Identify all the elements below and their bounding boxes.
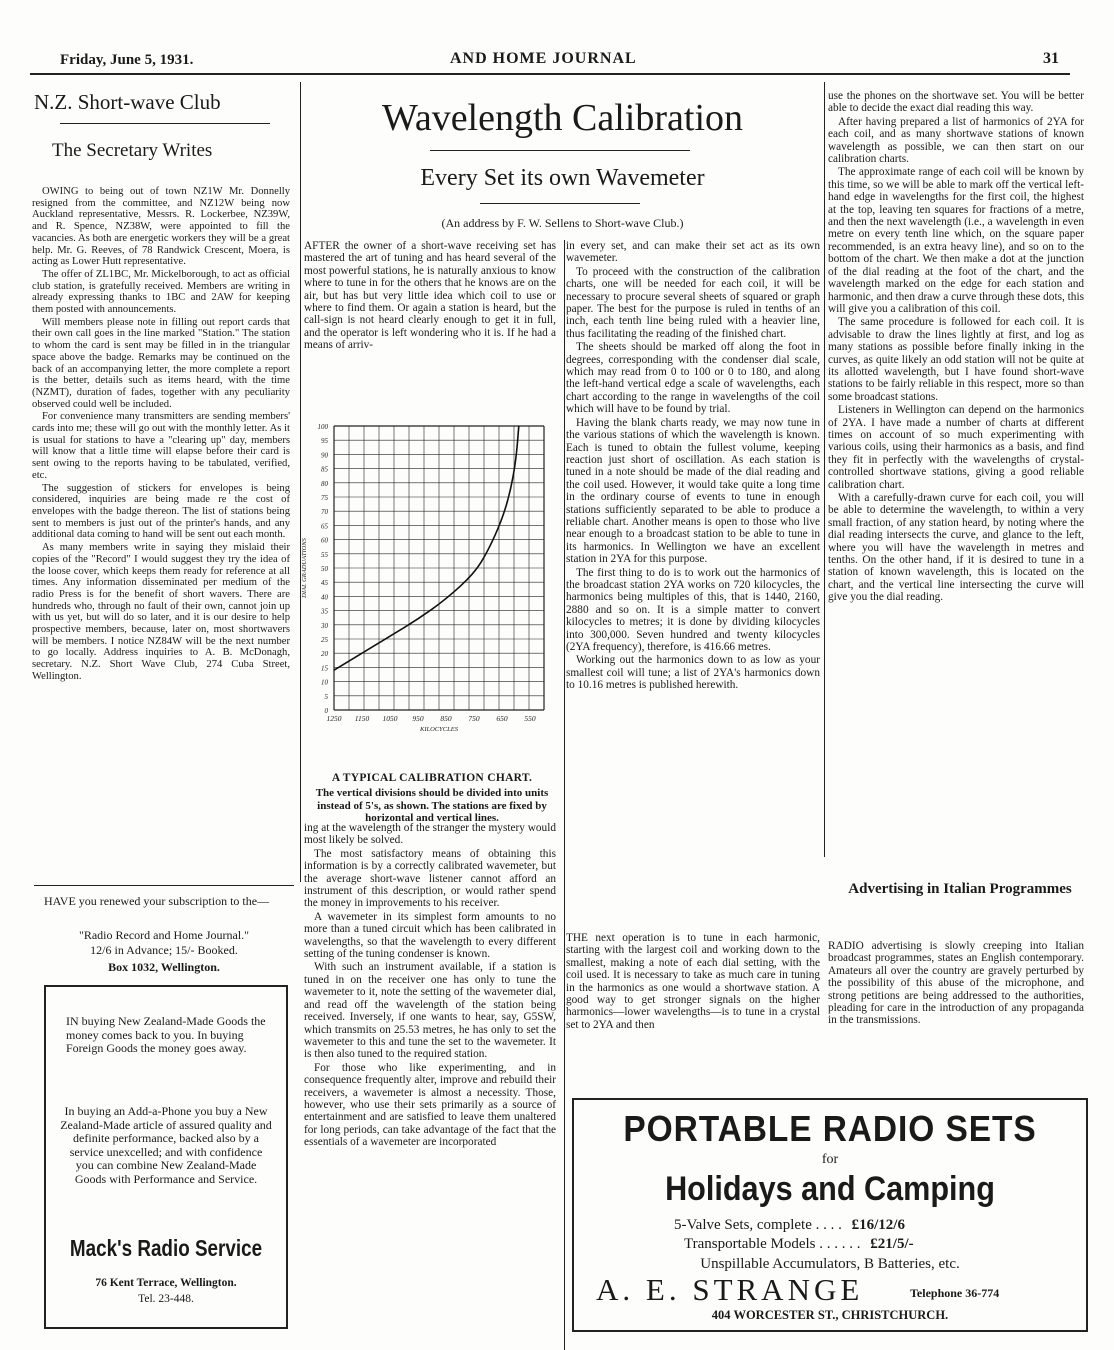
y-tick-label: 45 bbox=[321, 579, 328, 588]
portable-headline: PORTABLE RADIO SETS bbox=[623, 1108, 1037, 1149]
x-tick-label: 1150 bbox=[354, 714, 370, 723]
article-col1-top: AFTER the owner of a short-wave receiving set has mastered the art of tuning and has heard several of the most powerful stations, he is naturally anxious to know where to tune in for the others that he knows are on the air, but has but very little idea which coil to use or where to find them. Or again a station is heard, but the call-sign is not heard clearly enough to get it in full, and the operator is left wondering who it is. If he had a means of arriv- bbox=[304, 240, 556, 352]
y-tick-label: 55 bbox=[321, 550, 328, 559]
article-title: Wavelength Calibration bbox=[382, 97, 743, 139]
y-tick-label: 70 bbox=[321, 508, 328, 517]
club-article-body bbox=[32, 186, 290, 880]
macks-ad-para1: IN buying New Zealand-Made Goods the money comes back to you. In buying Foreign Goods the money goes away. bbox=[66, 1015, 266, 1055]
macks-tel: Tel. 23-448. bbox=[138, 1293, 194, 1305]
article-title-rule bbox=[430, 150, 690, 151]
y-axis-label: DIAL GRADUATIONS bbox=[301, 538, 308, 598]
portable-address: 404 WORCESTER ST., CHRISTCHURCH. bbox=[711, 1308, 949, 1322]
club-rule bbox=[34, 885, 294, 886]
header-rule bbox=[30, 73, 1070, 75]
y-tick-label: 30 bbox=[321, 621, 328, 630]
y-tick-label: 35 bbox=[321, 607, 328, 616]
page-number: 31 bbox=[1043, 50, 1059, 67]
club-subtitle: The Secretary Writes bbox=[52, 140, 213, 161]
x-tick-label: 1250 bbox=[326, 714, 342, 723]
portable-company: A. E. STRANGE bbox=[596, 1272, 864, 1307]
portable-telephone: Telephone 36-774 bbox=[910, 1286, 1000, 1300]
y-tick-label: 95 bbox=[321, 437, 328, 446]
header-journal: AND HOME JOURNAL bbox=[450, 50, 637, 67]
portable-line2-label: Transportable Models . . . . . . bbox=[684, 1236, 861, 1252]
y-tick-label: 0 bbox=[324, 707, 328, 715]
macks-brand: Mack's Radio Service bbox=[69, 1235, 263, 1261]
club-paragraph: The offer of ZL1BC, Mr. Mickelborough, to act as official club station, is gratefully received. Members are writing in already expressing thanks to 1BC and 2AW for keeping them posted with announcements. bbox=[32, 268, 290, 316]
renew-price: 12/6 in Advance; 15/- Booked. bbox=[90, 943, 238, 957]
article-col3: use the phones on the shortwave set. You will be better able to decide the exact dial reading this way. After having prepared a list of harmonics of 2YA for each coil, and as many shortwave stations of known wavelength as possible, we can then start on our calibration charts. The approximate range of each coil will be known by this time, so we will be able to mark off the vertical left-hand edge in wavelengths for the first coil, the highest at the top, leaving ten squares for fractions of a metre, and then the next wavelength (i.e., a wavelength in even metre on every tenth line which, on the square paper recommended, is an extra heavy line), and so on to the bottom of the chart. We then make a dot at the junction of the dial reading at the foot of the chart, and the wavelength marked on the edge for each station and harmonic, and then draw a curve through these dots, this will give you a calibration of this coil. The same procedure is followed for each coil. It is advisable to draw the lines lightly at first, and log as many stations as possible before finally inking in the curves, as quite likely an odd station will not be quite at its allotted wavelength, but I have found short-wave stations to be fairly reliable in this respect, more so than some broadcast stations. Listeners in Wellington can depend on the harmonics of 2YA. I have made a number of charts at different times on account of so much experimenting with various coils, using their harmonics as a basis, and find they fit in perfectly with the wavelengths of crystal-controlled shortwave stations, giving a good reliable calibration chart. With a carefully-drawn curve for each coil, you will be able to determine the wavelength, to within a very small fraction, of any station heard, by noting where the dial reading intersects the curve, and glance to the left, where you will have the wavelength in metres and tenths. On the other hand, if it is desired to tune in a station of known wavelength, this is located on the chart, and the vertical line intersecting the curve will give you the dial reading. bbox=[828, 90, 1084, 604]
article-col1-bottom: ing at the wavelength of the stranger the mystery would most likely be solved. The most satisfactory means of obtaining this information is by a correctly calibrated wavemeter, but the average short-wave listener cannot afford an instrument of this description, or would rather spend the money in improvements to his receiver. A wavemeter in its simplest form amounts to no more than a tuned circuit which has been calibrated in wavelengths, so that the wavelength to every different setting of the tuning condenser is known. With such an instrument available, if a station is tuned in on the receiver one has only to tune the wavemeter to it, note the setting of the wavemeter dial, and read off the wavelength of the station being received. Inversely, if one wants to hear, say, G5SW, which transmits on 25.53 metres, he has only to set the wavemeter to this and tune the set to the wavemeter. It is then also tuned to the required station. For those who like experimenting, and in consequence frequently alter, improve and rebuild their receivers, a wavemeter is almost a necessity. Those, however, who use their sets primarily as a source of entertainment and are satisfied to leave them unaltered for long periods, can take advantage of the fact that the essentials of a wavemeter are incorporated bbox=[304, 822, 556, 1149]
calibration-curve bbox=[334, 426, 519, 670]
header-date: Friday, June 5, 1931. bbox=[60, 52, 194, 68]
column-divider-2 bbox=[564, 240, 565, 1350]
x-tick-label: 1050 bbox=[382, 714, 398, 723]
y-tick-label: 25 bbox=[321, 636, 328, 644]
macks-ad bbox=[44, 985, 288, 1329]
portable-line3: Unspillable Accumulators, B Batteries, etc. bbox=[700, 1256, 960, 1272]
calibration-chart bbox=[298, 416, 560, 766]
italian-title: Advertising in Italian Programmes bbox=[848, 881, 1072, 897]
y-tick-label: 50 bbox=[321, 565, 328, 573]
x-tick-label: 750 bbox=[468, 714, 480, 723]
club-paragraph: As many members write in saying they mislaid their copies of the "Record" I would suggest they try the idea of the loose cover, which keeps them ready for reference at all times. Any information disseminated per medium of the radio Press is for the benefit of short wavers. There are hundreds who, through no fault of their own, cannot join up with us yet, but will do so later, and it is our desire to help prospective members, because, later on, most shortwavers will be members. I notice NZ84W will be the next number to go locally. Address inquiries to A. B. McDonagh, secretary. N.Z. Short Wave Club, 274 Cuba Street, Wellington. bbox=[32, 542, 290, 682]
y-tick-label: 40 bbox=[321, 593, 328, 602]
club-paragraph: For convenience many transmitters are sending members' cards into me; these will go out with the monthly letter. As it is usual for stations to have a "clearing up" day, members will know that a little time will elapse before their card is sent owing to the reports having to be tabulated, verified, etc. bbox=[32, 411, 290, 481]
x-tick-label: 950 bbox=[412, 714, 424, 723]
macks-ad-para2: In buying an Add-a-Phone you buy a New Zealand-Made article of assured quality and definite performance, backed also by a service unexcelled; and with confidence you can combine New Zealand-Made Goods with Performance and Service. bbox=[60, 1105, 272, 1186]
y-tick-label: 5 bbox=[324, 692, 328, 701]
portable-line1-label: 5-Valve Sets, complete . . . . bbox=[674, 1217, 842, 1233]
y-tick-label: 90 bbox=[321, 451, 328, 460]
article-subtitle-rule bbox=[480, 203, 640, 204]
y-tick-label: 20 bbox=[321, 650, 328, 659]
italian-text: RADIO advertising is slowly creeping into Italian broadcast programmes, states an English contemporary. Amateurs all over the country are gravely perturbed by the possibility of this abuse of the microphone, and strong petitions are being addressed to the authorities, pleading for care in the introduction of any propaganda in the transmissions. bbox=[828, 940, 1084, 1027]
y-tick-label: 65 bbox=[321, 522, 328, 531]
renew-box: Box 1032, Wellington. bbox=[108, 960, 220, 974]
y-tick-label: 15 bbox=[321, 664, 328, 673]
portable-radio-ad bbox=[572, 1098, 1088, 1332]
y-tick-label: 75 bbox=[321, 494, 328, 502]
chart-caption-text: The vertical divisions should be divided into units instead of 5's, as shown. The stations are fixed by horizontal and vertical lines. bbox=[315, 787, 549, 824]
chart-caption-title: A TYPICAL CALIBRATION CHART. bbox=[331, 772, 533, 784]
club-paragraph: Will members please note in filling out report cards that their own call goes in the line marked "Station." The station to whom the card is sent may be filled in in the triangular space above the badge. Remarks may be continued on the back of an accompanying letter, the more complete a report is the better, details such as items heard, with the time (NZMT), duration of fades, together with any peculiarity observed could well be included. bbox=[32, 316, 290, 410]
y-tick-label: 80 bbox=[321, 479, 328, 488]
x-axis-label: KILOCYCLES bbox=[420, 726, 458, 733]
x-tick-label: 550 bbox=[524, 714, 536, 723]
club-title-rule bbox=[60, 123, 270, 124]
portable-for: for bbox=[821, 1152, 839, 1167]
club-title: N.Z. Short-wave Club bbox=[34, 90, 221, 114]
x-tick-label: 850 bbox=[440, 714, 452, 723]
portable-line2 bbox=[684, 1236, 1004, 1253]
portable-line2-price: £21/5/- bbox=[870, 1236, 914, 1252]
article-col2: in every set, and can make their set act as its own wavemeter. To proceed with the construction of the calibration charts, one will be needed for each coil, it will be necessary to procure several sheets of squared or graph paper. The best for the purpose is ruled in tenths of an inch, each tenth line being ruled with a heavier line, thus facilitating the reading of the finished chart. The sheets should be marked off along the foot in degrees, corresponding with the condenser dial scale, which may read from 0 to 100 or 0 to 180, and along the left-hand vertical edge a scale of wavelengths, each chart according to the range in wavelengths of the coil which will have to be found by trial. Having the blank charts ready, we may now tune in the various stations of which the wavelength is known. Each is tuned to obtain the fullest volume, keeping reaction just short of oscillation. As each station is tuned in a note should be made of the dial reading and the coil used. However, it would take quite a long time in the ordinary course of events to tune in enough stations sufficiently separated to be able to produce a reliable chart. Another means is open to those who live near enough to a broadcast station to be able to tune in its harmonics. In Wellington we have an excellent station in 2YA for this purpose. The first thing to do is to work out the harmonics of the broadcast station 2YA works on 720 kilocycles, the harmonics being multiples of this, that is 1440, 2160, 2880 and so on. It is a simple matter to convert kilocycles to metres; it is done by dividing kilocycles into 300,000. Seven hundred and twenty kilocycles (2YA frequency), therefore, is 416.66 metres. Working out the harmonics down to as low as your smallest coil will tune; a list of 2YA's harmonics down to 10.16 metres is published herewith. bbox=[566, 240, 820, 692]
y-tick-label: 10 bbox=[321, 678, 328, 687]
portable-holidays: Holidays and Camping bbox=[665, 1170, 995, 1208]
renew-text: HAVE you renewed your subscription to the— bbox=[44, 895, 270, 908]
y-tick-label: 60 bbox=[321, 536, 328, 545]
column-divider-3 bbox=[824, 82, 825, 857]
y-tick-label: 100 bbox=[317, 423, 328, 431]
article-subtitle: Every Set its own Wavemeter bbox=[420, 165, 705, 191]
club-paragraph: The suggestion of stickers for envelopes is being considered, inquiries are being made re the cost of envelopes with the badge thereon. The list of stations being sent to members is just out of the printer's hands, and any additional data coming to hand will be sent out each month. bbox=[32, 482, 290, 541]
article-byline: (An address by F. W. Sellens to Short-wave Club.) bbox=[441, 216, 684, 230]
club-paragraph: OWING to being out of town NZ1W Mr. Donnelly resigned from the committee, and NZ12W being now Auckland representative, Messrs. R. Lockerbee, NZ39W, and R. Spence, NZ38W, were appointed to fill the vacancies. As both are energetic workers they will be a great help. Mr. G. Reeves, of 78 Randwick Crescent, Moera, is acting as Lower Hutt representative. bbox=[32, 186, 290, 268]
y-tick-label: 85 bbox=[321, 465, 328, 474]
portable-line1 bbox=[674, 1217, 994, 1234]
article-col2-lower: THE next operation is to tune in each harmonic, starting with the largest coil and working down to the smallest, making a note of each dial setting, with the coil used. It is necessary to take as much care in tuning in the harmonics as one would a shortwave station. A good way to get stronger signals on the higher harmonics—lower wavelengths—is to tune in a crystal set to 2YA and then bbox=[566, 932, 820, 1031]
macks-address: 76 Kent Terrace, Wellington. bbox=[95, 1277, 237, 1289]
portable-line1-price: £16/12/6 bbox=[851, 1217, 905, 1233]
x-tick-label: 650 bbox=[496, 714, 508, 723]
renew-journal: "Radio Record and Home Journal." bbox=[78, 928, 250, 942]
